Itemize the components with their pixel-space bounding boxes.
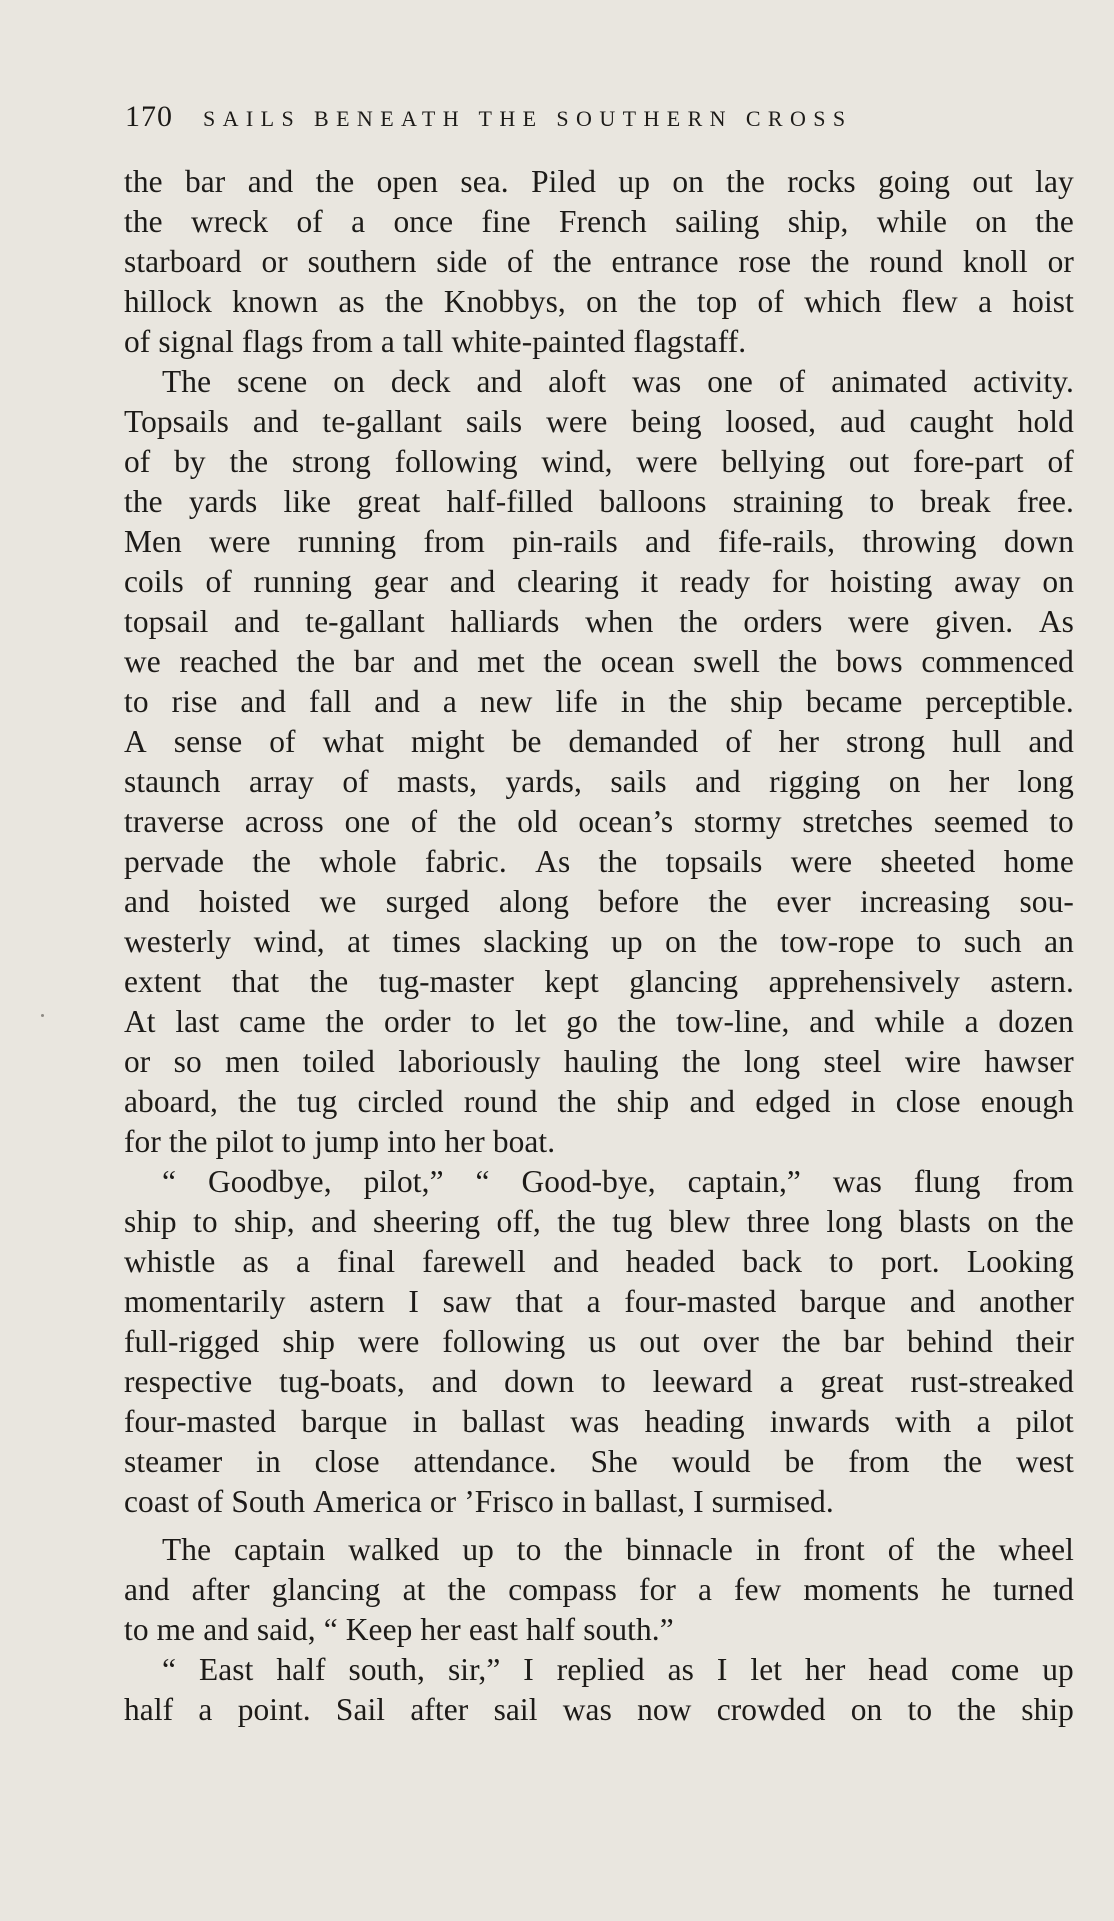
- text-line: full-rigged ship were following us out over the bar behind their: [124, 1324, 1074, 1359]
- text-line: for the pilot to jump into her boat.: [124, 1124, 556, 1159]
- text-line: to rise and fall and a new life in the ship became perceptible.: [124, 684, 1074, 719]
- page-header: [125, 100, 1025, 142]
- text-line: we reached the bar and met the ocean swell the bows commenced: [124, 644, 1074, 679]
- text-line: and hoisted we surged along before the ever increasing sou-: [124, 884, 1074, 919]
- text-line: of by the strong following wind, were bellying out fore-part of: [124, 444, 1074, 479]
- text-line: The captain walked up to the binnacle in front of the wheel: [162, 1532, 1074, 1567]
- text-line: steamer in close attendance. She would be from the west: [124, 1444, 1074, 1479]
- text-line: traverse across one of the old ocean’s stormy stretches seemed to: [124, 804, 1074, 839]
- text-line: of signal flags from a tall white-painted flagstaff.: [124, 324, 747, 359]
- text-line: Topsails and te-gallant sails were being loosed, aud caught hold: [124, 404, 1074, 439]
- text-line: “ East half south, sir,” I replied as I let her head come up: [162, 1652, 1074, 1687]
- text-line: hillock known as the Knobbys, on the top of which flew a hoist: [124, 284, 1074, 319]
- text-line: “ Goodbye, pilot,” “ Good-bye, captain,” was flung from: [162, 1164, 1074, 1199]
- text-line: the wreck of a once fine French sailing ship, while on the: [124, 204, 1074, 239]
- text-line: and after glancing at the compass for a few moments he turned: [124, 1572, 1074, 1607]
- running-title: SAILS BENEATH THE SOUTHERN CROSS: [203, 106, 853, 131]
- body-text: [124, 162, 1074, 1730]
- text-line: topsail and te-gallant halliards when the orders were given. As: [124, 604, 1074, 639]
- text-line: four-masted barque in ballast was heading inwards with a pilot: [124, 1404, 1074, 1439]
- text-line: coast of South America or ’Frisco in ballast, I surmised.: [124, 1484, 834, 1519]
- text-line: starboard or southern side of the entrance rose the round knoll or: [124, 244, 1074, 279]
- text-line: whistle as a final farewell and headed back to port. Looking: [124, 1244, 1074, 1279]
- text-line: staunch array of masts, yards, sails and rigging on her long: [124, 764, 1074, 799]
- paper-speck: [41, 1014, 44, 1017]
- text-line: respective tug-boats, and down to leeward a great rust-streaked: [124, 1364, 1074, 1399]
- text-line: Men were running from pin-rails and fife-rails, throwing down: [124, 524, 1074, 559]
- text-line: A sense of what might be demanded of her strong hull and: [124, 724, 1074, 759]
- text-line: or so men toiled laboriously hauling the long steel wire hawser: [124, 1044, 1074, 1079]
- text-line: coils of running gear and clearing it ready for hoisting away on: [124, 564, 1074, 599]
- text-line: westerly wind, at times slacking up on the tow-rope to such an: [124, 924, 1074, 959]
- text-line: half a point. Sail after sail was now crowded on to the ship: [124, 1692, 1074, 1727]
- text-line: At last came the order to let go the tow-line, and while a dozen: [124, 1004, 1074, 1039]
- text-line: the bar and the open sea. Piled up on the rocks going out lay: [124, 164, 1074, 199]
- text-line: to me and said, “ Keep her east half south.”: [124, 1612, 674, 1647]
- text-line: aboard, the tug circled round the ship and edged in close enough: [124, 1084, 1074, 1119]
- text-line: the yards like great half-filled balloons straining to break free.: [124, 484, 1074, 519]
- text-line: pervade the whole fabric. As the topsails were sheeted home: [124, 844, 1074, 879]
- text-line: extent that the tug-master kept glancing apprehensively astern.: [124, 964, 1074, 999]
- page-number: 170: [125, 100, 173, 133]
- text-line: ship to ship, and sheering off, the tug blew three long blasts on the: [124, 1204, 1074, 1239]
- text-line: The scene on deck and aloft was one of animated activity.: [162, 364, 1074, 399]
- text-line: momentarily astern I saw that a four-masted barque and another: [124, 1284, 1074, 1319]
